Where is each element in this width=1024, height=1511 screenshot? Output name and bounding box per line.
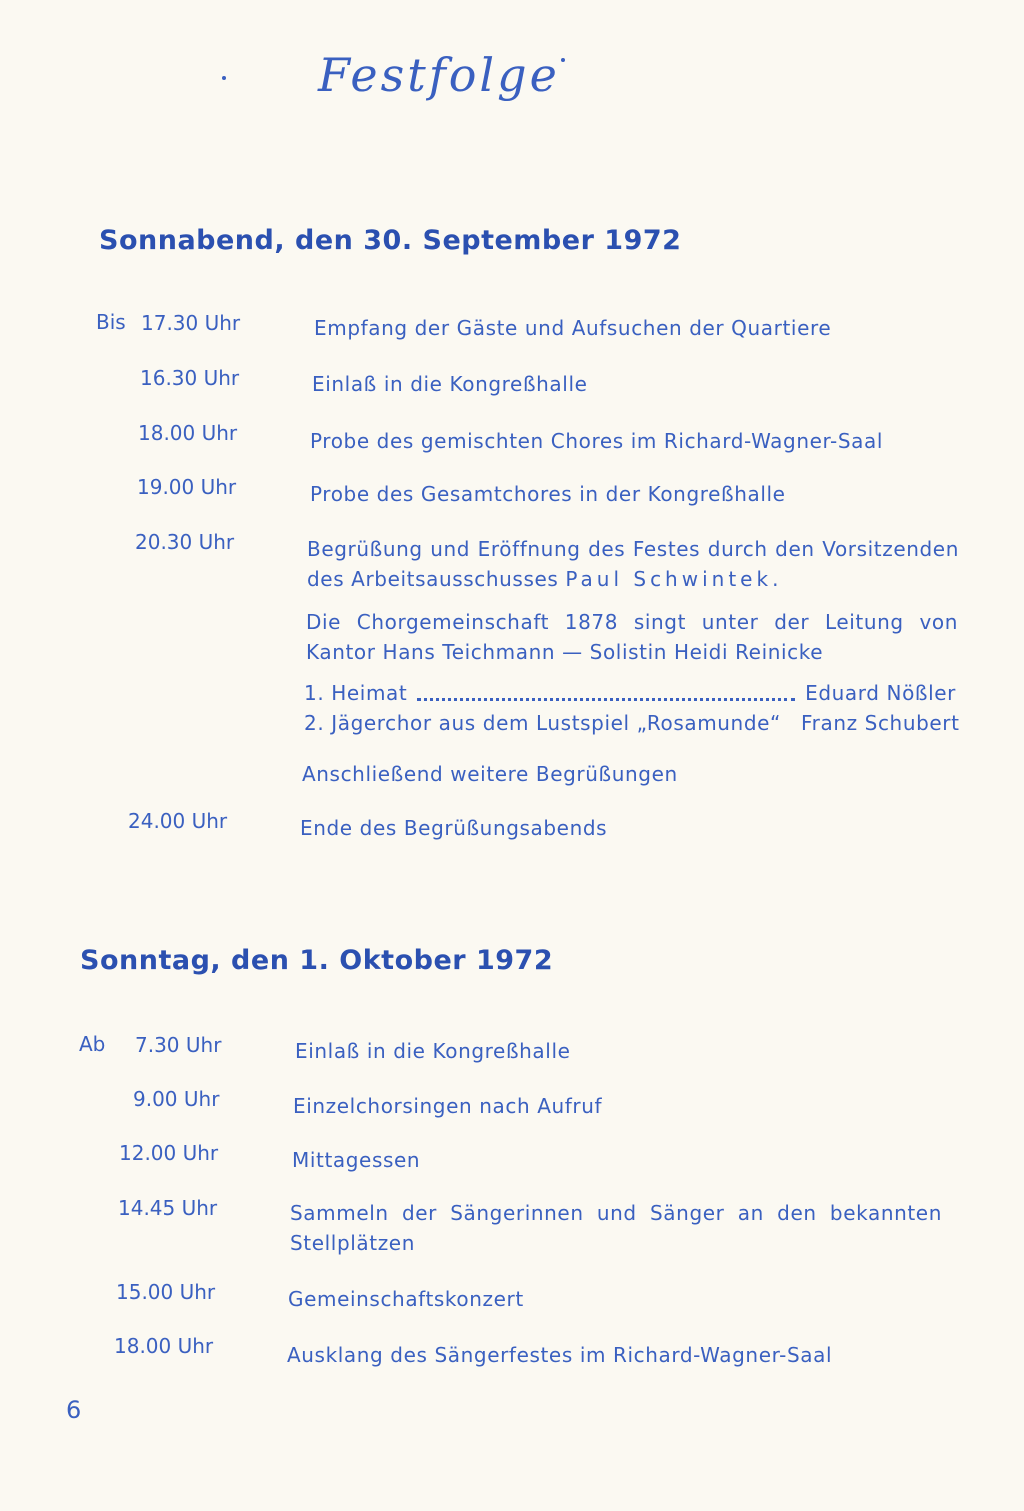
event-description: Einzelchorsingen nach Aufruf <box>293 1094 603 1118</box>
choir-description: Die Chorgemeinschaft 1878 singt unter der Leitung von Kantor Hans Teichmann — Solistin Heidi Reinicke <box>306 610 958 664</box>
event-description: Ausklang des Sängerfestes im Richard-Wagner-Saal <box>287 1343 833 1367</box>
program-list <box>304 678 960 738</box>
event-time: 24.00 Uhr <box>128 809 228 833</box>
dot-leader <box>417 678 795 701</box>
program-title: 1. Heimat <box>304 681 408 705</box>
event-description: Gemeinschaftskonzert <box>288 1287 524 1311</box>
program-item <box>304 708 960 738</box>
event-description: Ende des Begrüßungsabends <box>300 816 608 840</box>
event-time: 18.00 Uhr <box>138 421 238 445</box>
event-time: 20.30 Uhr <box>135 530 235 554</box>
event-description: Probe des gemischten Chores im Richard-Wagner-Saal <box>310 429 884 453</box>
sunday-heading: Sonntag, den 1. Oktober 1972 <box>80 945 554 976</box>
event-time: 17.30 Uhr <box>141 311 241 335</box>
event-description: Einlaß in die Kongreßhalle <box>295 1039 571 1063</box>
event-time: 7.30 Uhr <box>135 1033 222 1057</box>
event-description: Empfang der Gäste und Aufsuchen der Quartiere <box>314 316 832 340</box>
afterwards-note: Anschließend weitere Begrüßungen <box>302 762 678 786</box>
page-number: 6 <box>66 1396 82 1424</box>
event-description: Sammeln der Sängerinnen und Sänger an den bekannten Stellplätzen <box>290 1201 942 1255</box>
ornament-dot <box>561 58 565 62</box>
time-prefix: Bis <box>96 310 126 334</box>
speaker-name: Paul Schwintek <box>565 567 773 591</box>
program-item <box>304 678 956 708</box>
event-description: Probe des Gesamtchores in der Kongreßhalle <box>310 482 786 506</box>
program-composer: Franz Schubert <box>801 711 960 735</box>
event-time: 19.00 Uhr <box>137 475 237 499</box>
event-time: 12.00 Uhr <box>119 1141 219 1165</box>
ornament-dot <box>222 76 226 80</box>
event-description: Einlaß in die Kongreßhalle <box>312 372 588 396</box>
event-time: 15.00 Uhr <box>116 1280 216 1304</box>
saturday-heading: Sonnabend, den 30. September 1972 <box>99 225 682 256</box>
page-title: Festfolge <box>318 48 560 102</box>
event-description: Mittagessen <box>292 1148 421 1172</box>
welcome-text: Begrüßung und Eröffnung des Festes durch den Vorsitzenden des Arbeitsausschusses <box>307 537 959 591</box>
event-time: 9.00 Uhr <box>133 1087 220 1111</box>
program-title: 2. Jägerchor aus dem Lustspiel „Rosamunde“ <box>304 711 781 735</box>
event-time: 18.00 Uhr <box>114 1334 214 1358</box>
time-prefix: Ab <box>79 1032 106 1056</box>
event-time: 14.45 Uhr <box>118 1196 218 1220</box>
event-time: 16.30 Uhr <box>140 366 240 390</box>
welcome-text-end: . <box>772 567 780 591</box>
event-description <box>307 534 959 594</box>
program-composer: Eduard Nößler <box>805 681 956 705</box>
